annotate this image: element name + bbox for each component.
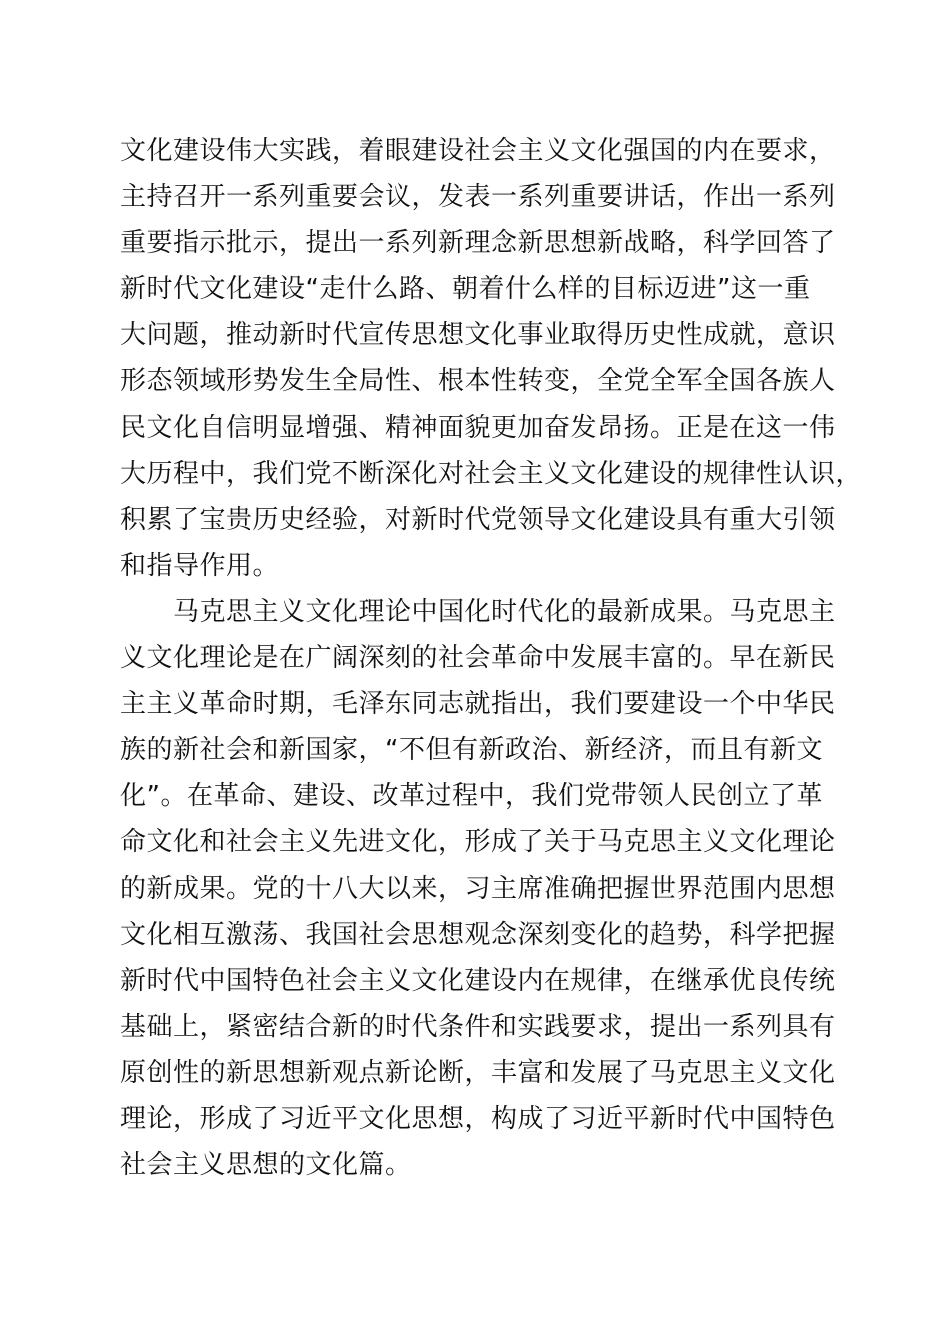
text-line: 文化建设伟大实践，着眼建设社会主义文化强国的内在要求， <box>120 136 836 166</box>
text-line: 民文化自信明显增强、精神面貌更加奋发昂扬。正是在这一伟 <box>120 412 836 443</box>
document-body <box>120 128 863 1188</box>
text-line: 大问题，推动新时代宣传思想文化事业取得历史性成就，意识 <box>120 320 836 351</box>
text-line: 原创性的新思想新观点新论断，丰富和发展了马克思主义文化 <box>120 1057 836 1088</box>
text-line: 义文化理论是在广阔深刻的社会革命中发展丰富的。早在新民 <box>120 643 836 674</box>
text-line: 社会主义思想的文化篇。 <box>120 1150 412 1181</box>
text-line: 基础上，紧密结合新的时代条件和实践要求，提出一系列具有 <box>120 1011 836 1042</box>
paragraph-2 <box>120 589 840 1188</box>
text-line: 新时代文化建设“走什么路、朝着什么样的目标迈进”这一重 <box>120 274 811 305</box>
text-line: 化”。在革命、建设、改革过程中，我们党带领人民创立了革 <box>120 781 823 812</box>
text-line: 主主义革命时期，毛泽东同志就指出，我们要建设一个中华民 <box>120 689 836 720</box>
text-line: 大历程中，我们党不断深化对社会主义文化建设的规律性认识， <box>120 458 863 489</box>
text-line: 重要指示批示，提出一系列新理念新思想新战略，科学回答了 <box>120 228 836 259</box>
text-line: 主持召开一系列重要会议，发表一系列重要讲话，作出一系列 <box>120 182 836 213</box>
text-line: 和指导作用。 <box>120 550 280 581</box>
text-line: 形态领域形势发生全局性、根本性转变，全党全军全国各族人 <box>120 366 836 397</box>
paragraph-1 <box>120 128 863 589</box>
text-line: 命文化和社会主义先进文化，形成了关于马克思主义文化理论 <box>120 827 836 858</box>
text-line: 积累了宝贵历史经验，对新时代党领导文化建设具有重大引领 <box>120 504 836 535</box>
text-line: 的新成果。党的十八大以来，习主席准确把握世界范围内思想 <box>120 873 836 904</box>
text-line: 理论，形成了习近平文化思想，构成了习近平新时代中国特色 <box>120 1103 836 1134</box>
text-line: 文化相互激荡、我国社会思想观念深刻变化的趋势，科学把握 <box>120 919 836 950</box>
text-line: 新时代中国特色社会主义文化建设内在规律，在继承优良传统 <box>120 965 836 996</box>
text-line: 族的新社会和新国家，“不但有新政治、新经济，而且有新文 <box>120 735 823 766</box>
text-line: 马克思主义文化理论中国化时代化的最新成果。马克思主 <box>120 596 836 627</box>
